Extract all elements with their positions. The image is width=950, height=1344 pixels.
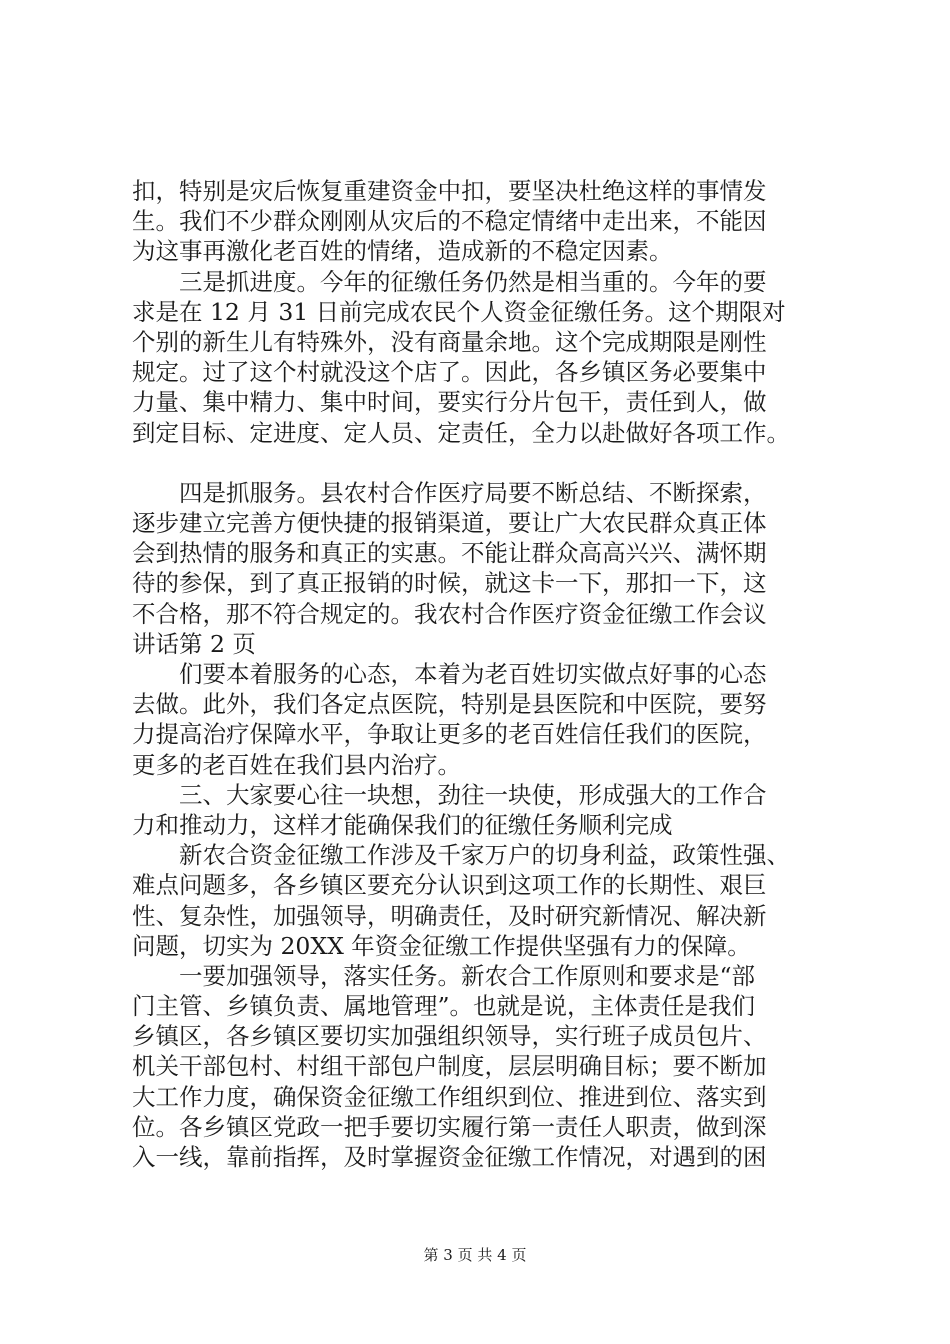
text-line: 乡镇区，各乡镇区要切实加强组织领导，实行班子成员包片、 — [132, 1022, 767, 1051]
text-line: 到定目标、定进度、定人员、定责任，全力以赴做好各项工作。 — [132, 418, 790, 447]
paragraph-gap — [132, 448, 822, 478]
text-line: 难点问题多，各乡镇区要充分认识到这项工作的长期性、艰巨 — [132, 871, 767, 900]
paragraph-block-1 — [132, 176, 822, 448]
text-line: 门主管、乡镇负责、属地管理”。也就是说，主体责任是我们 — [132, 992, 756, 1021]
text-line: 四是抓服务。县农村合作医疗局要不断总结、不断探索， — [132, 478, 767, 507]
text-line: 更多的老百姓在我们县内治疗。 — [132, 750, 461, 779]
text-line: 力提高治疗保障水平，争取让更多的老百姓信任我们的医院， — [132, 720, 767, 749]
text-line: 扣，特别是灾后恢复重建资金中扣，要坚决杜绝这样的事情发 — [132, 177, 767, 205]
text-line: 位。各乡镇区党政一把手要切实履行第一责任人职责，做到深 — [132, 1112, 767, 1141]
text-line: 个别的新生儿有特殊外，没有商量余地。这个完成期限是刚性 — [132, 327, 767, 356]
document-body — [132, 176, 822, 1172]
text-line: 机关干部包村、村组干部包户制度，层层明确目标；要不断加 — [132, 1052, 767, 1081]
text-line: 生。我们不少群众刚刚从灾后的不稳定情绪中走出来，不能因 — [132, 207, 767, 236]
paragraph-block-2 — [132, 478, 822, 1172]
text-line: 性、复杂性，加强领导，明确责任，及时研究新情况、解决新 — [132, 901, 767, 930]
text-line: 讲话第 2 页 — [132, 629, 256, 658]
text-line: 为这事再激化老百姓的情绪，造成新的不稳定因素。 — [132, 237, 673, 266]
text-line: 一要加强领导，落实任务。新农合工作原则和要求是“部 — [132, 961, 756, 990]
text-line: 逐步建立完善方便快捷的报销渠道，要让广大农民群众真正体 — [132, 509, 767, 538]
text-line: 三、大家要心往一块想，劲往一块使，形成强大的工作合 — [132, 780, 767, 809]
text-line: 不合格，那不符合规定的。我农村合作医疗资金征缴工作会议 — [132, 599, 767, 628]
text-line: 力量、集中精力、集中时间，要实行分片包干，责任到人，做 — [132, 388, 767, 417]
page-number: 第 3 页 共 4 页 — [423, 1246, 527, 1264]
text-line: 三是抓进度。今年的征缴任务仍然是相当重的。今年的要 — [132, 267, 767, 296]
text-line: 问题，切实为 20XX 年资金征缴工作提供坚强有力的保障。 — [132, 931, 751, 960]
text-line: 们要本着服务的心态，本着为老百姓切实做点好事的心态 — [132, 660, 767, 688]
text-line: 新农合资金征缴工作涉及千家万户的切身利益，政策性强、 — [132, 841, 790, 870]
text-line: 规定。过了这个村就没这个店了。因此，各乡镇区务必要集中 — [132, 358, 767, 387]
text-line: 大工作力度，确保资金征缴工作组织到位、推进到位、落实到 — [132, 1082, 767, 1111]
text-line: 入一线，靠前指挥，及时掌握资金征缴工作情况，对遇到的困 — [132, 1143, 767, 1171]
text-line: 会到热情的服务和真正的实惠。不能让群众高高兴兴、满怀期 — [132, 539, 767, 568]
text-line: 力和推动力，这样才能确保我们的征缴任务顺利完成 — [132, 810, 673, 839]
text-line: 去做。此外，我们各定点医院，特别是县医院和中医院，要努 — [132, 690, 767, 719]
text-line: 求是在 12 月 31 日前完成农民个人资金征缴任务。这个期限对 — [132, 297, 786, 326]
page-footer — [0, 1244, 950, 1265]
text-line: 待的参保，到了真正报销的时候，就这卡一下，那扣一下，这 — [132, 569, 767, 598]
